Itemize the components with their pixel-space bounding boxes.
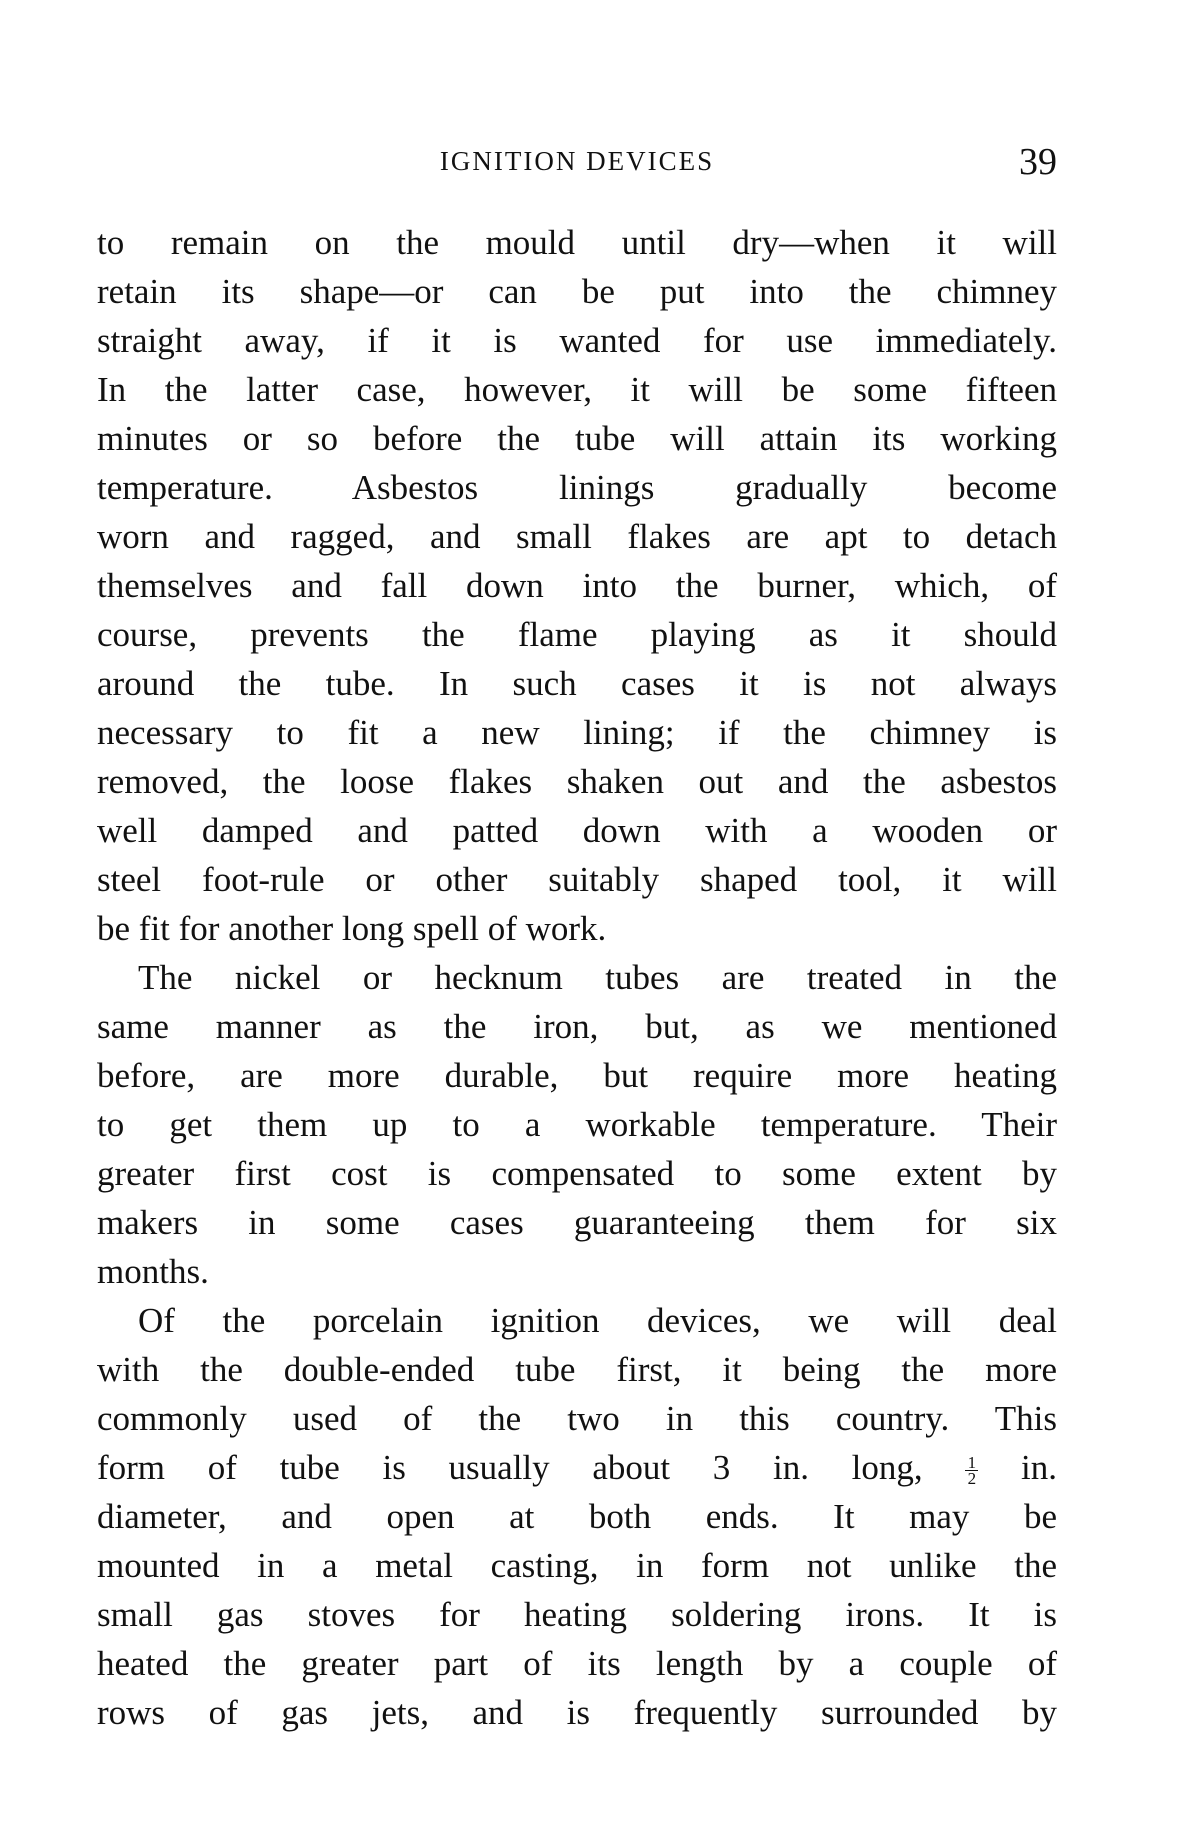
fraction-half	[965, 1453, 978, 1489]
text-line: to remain on the mould until dry—when it will	[97, 223, 1057, 262]
text-line: retain its shape—or can be put into the chimney	[97, 272, 1057, 311]
text-line: necessary to fit a new lining; if the chimney is	[97, 713, 1057, 752]
text-line: course, prevents the flame playing as it should	[97, 615, 1057, 654]
text-line: same manner as the iron, but, as we mentioned	[97, 1007, 1057, 1046]
body-text	[97, 218, 1057, 1737]
text-line: small gas stoves for heating soldering irons. It is	[97, 1595, 1057, 1634]
text-line: commonly used of the two in this country. This	[97, 1399, 1057, 1438]
text-line: heated the greater part of its length by a couple of	[97, 1644, 1057, 1683]
text-line: months.	[97, 1252, 209, 1291]
text-segment: form of tube is usually about 3 in. long,	[97, 1448, 923, 1487]
text-line: diameter, and open at both ends. It may be	[97, 1497, 1057, 1536]
text-line: steel foot-rule or other suitably shaped tool, it will	[97, 860, 1057, 899]
text-segment: in.	[1021, 1448, 1058, 1487]
text-line: before, are more durable, but require more heating	[97, 1056, 1057, 1095]
text-line: themselves and fall down into the burner, which, of	[97, 566, 1057, 605]
text-line: greater first cost is compensated to some extent by	[97, 1154, 1057, 1193]
text-line: around the tube. In such cases it is not always	[97, 664, 1057, 703]
text-line: to get them up to a workable temperature. Their	[97, 1105, 1057, 1144]
fraction-denominator: 2	[967, 1469, 977, 1489]
text-line: straight away, if it is wanted for use immediately.	[97, 321, 1057, 360]
text-line: temperature. Asbestos linings gradually become	[97, 468, 1057, 507]
page-number: 39	[1019, 141, 1057, 183]
text-line: rows of gas jets, and is frequently surrounded by	[97, 1693, 1057, 1732]
text-line: be fit for another long spell of work.	[97, 909, 607, 948]
text-line: mounted in a metal casting, in form not unlike the	[97, 1546, 1057, 1585]
text-line: makers in some cases guaranteeing them for six	[97, 1203, 1057, 1242]
fraction-numerator: 1	[965, 1455, 978, 1471]
text-line: worn and ragged, and small flakes are apt to detach	[97, 517, 1057, 556]
text-line: In the latter case, however, it will be some fifteen	[97, 370, 1057, 409]
text-line: well damped and patted down with a wooden or	[97, 811, 1057, 850]
text-line: The nickel or hecknum tubes are treated in the	[138, 958, 1057, 997]
text-line: minutes or so before the tube will attain its working	[97, 419, 1057, 458]
text-line: removed, the loose flakes shaken out and the asbestos	[97, 762, 1057, 801]
text-line: with the double-ended tube first, it being the more	[97, 1350, 1057, 1389]
text-line: Of the porcelain ignition devices, we will deal	[138, 1301, 1057, 1340]
text-line-with-fraction	[97, 1443, 1057, 1492]
running-head	[97, 140, 1057, 190]
running-title: IGNITION DEVICES	[439, 146, 715, 176]
